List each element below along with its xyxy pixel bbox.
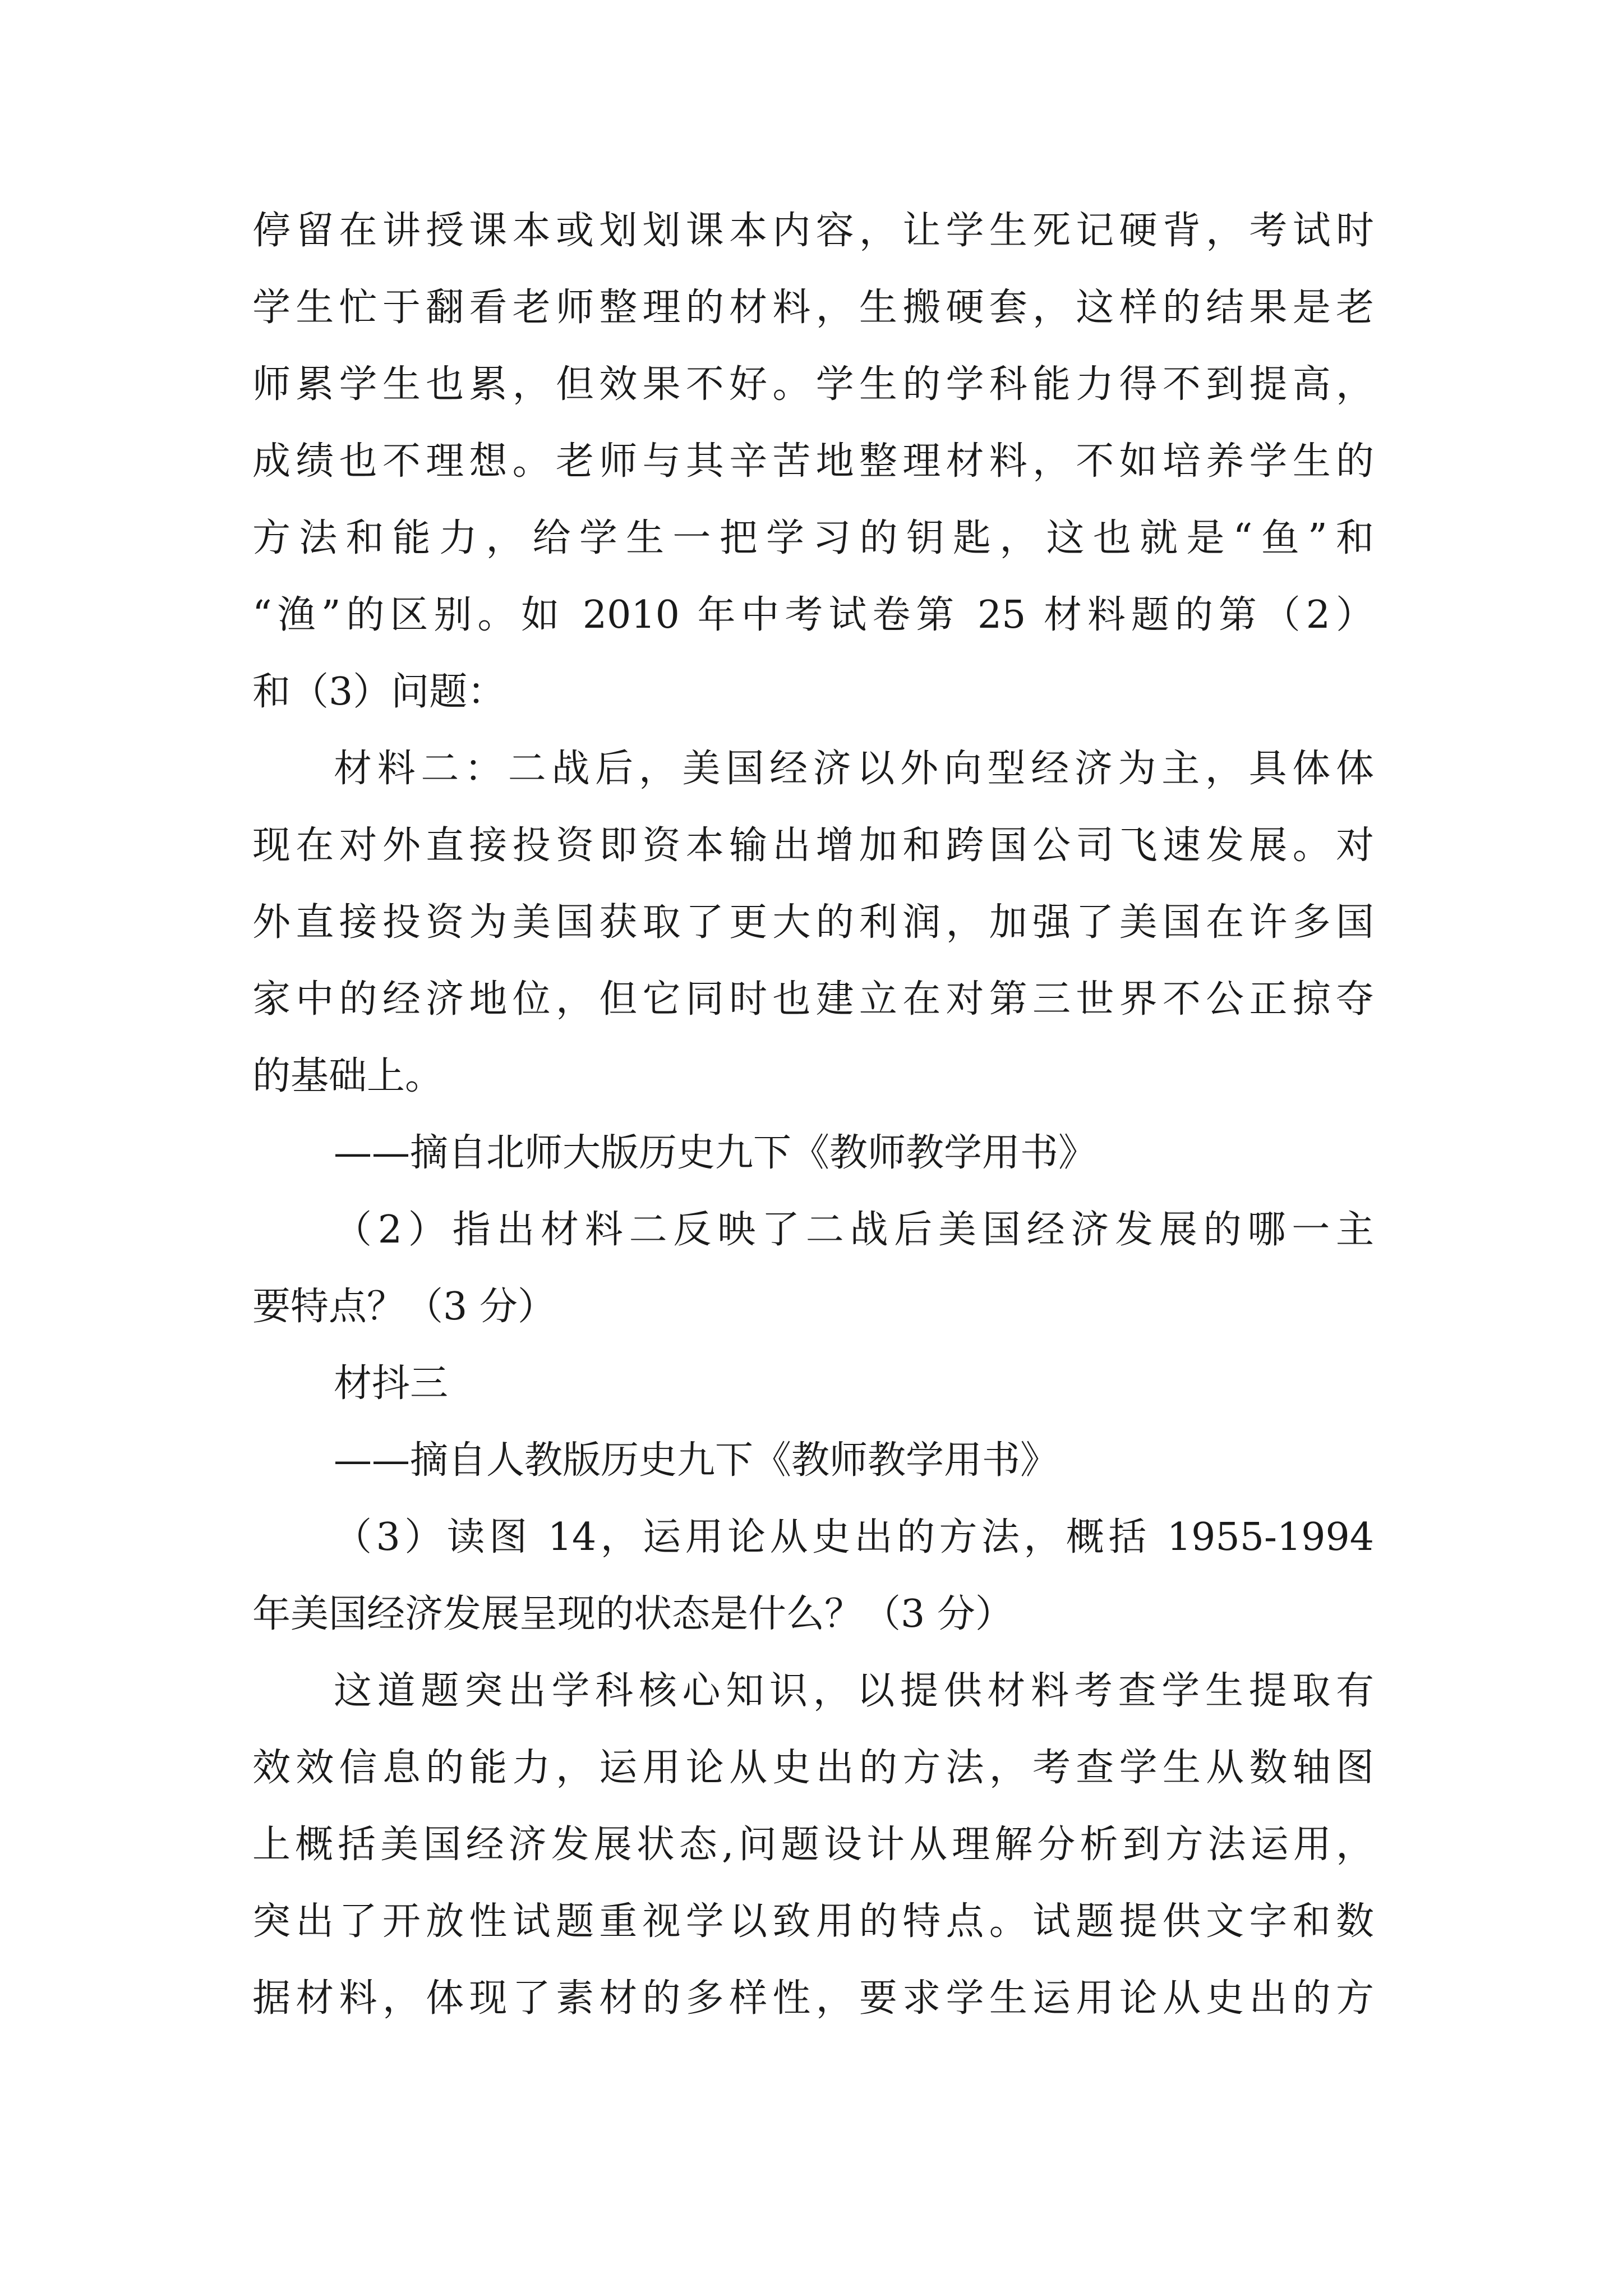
paragraph-line: 和（3）问题： xyxy=(252,670,506,714)
analysis-line: 这道题突出学科核心知识，以提供材料考查学生提取有 xyxy=(334,1669,1374,1713)
question-3-line: （3）读图 14，运用论从史出的方法，概括 1955-1994 xyxy=(334,1515,1374,1559)
paragraph-line: “渔”的区别。如 2010 年中考试卷第 25 材料题的第（2） xyxy=(252,593,1374,637)
material-3-heading: 材抖三 xyxy=(334,1361,449,1406)
analysis-line: 效效信息的能力，运用论从史出的方法，考查学生从数轴图 xyxy=(252,1746,1374,1790)
paragraph-line: 师累学生也累，但效果不好。学生的学科能力得不到提高， xyxy=(252,362,1374,407)
analysis-line: 上概括美国经济发展状态,问题设计从理解分析到方法运用， xyxy=(252,1823,1374,1867)
analysis-line: 突出了开放性试题重视学以致用的特点。试题提供文字和数 xyxy=(252,1899,1374,1944)
question-2-line: 要特点？（3 分） xyxy=(252,1285,556,1329)
question-2-line: （2）指出材料二反映了二战后美国经济发展的哪一主 xyxy=(334,1208,1374,1252)
material-2-line: 家中的经济地位，但它同时也建立在对第三世界不公正掠夺 xyxy=(252,977,1374,1022)
material-2-line: 现在对外直接投资即资本输出增加和跨国公司飞速发展。对 xyxy=(252,823,1374,868)
paragraph-line: 学生忙于翻看老师整理的材料，生搬硬套，这样的结果是老 xyxy=(252,286,1374,330)
paragraph-line: 成绩也不理想。老师与其辛苦地整理材料，不如培养学生的 xyxy=(252,439,1374,484)
material-2-line: 材料二：二战后，美国经济以外向型经济为主，具体体 xyxy=(334,747,1374,791)
source-citation: ——摘自人教版历史九下《教师教学用书》 xyxy=(334,1438,1059,1483)
source-citation: ——摘自北师大版历史九下《教师教学用书》 xyxy=(334,1131,1097,1175)
paragraph-line: 方法和能力，给学生一把学习的钥匙，这也就是“鱼”和 xyxy=(252,516,1374,560)
analysis-line: 据材料，体现了素材的多样性，要求学生运用论从史出的方 xyxy=(252,1976,1374,2021)
question-3-line: 年美国经济发展呈现的状态是什么？（3 分） xyxy=(252,1592,1013,1636)
material-2-line: 的基础上。 xyxy=(252,1054,444,1098)
material-2-line: 外直接投资为美国获取了更大的利润，加强了美国在许多国 xyxy=(252,900,1374,945)
paragraph-line: 停留在讲授课本或划划课本内容，让学生死记硬背，考试时 xyxy=(252,209,1374,253)
